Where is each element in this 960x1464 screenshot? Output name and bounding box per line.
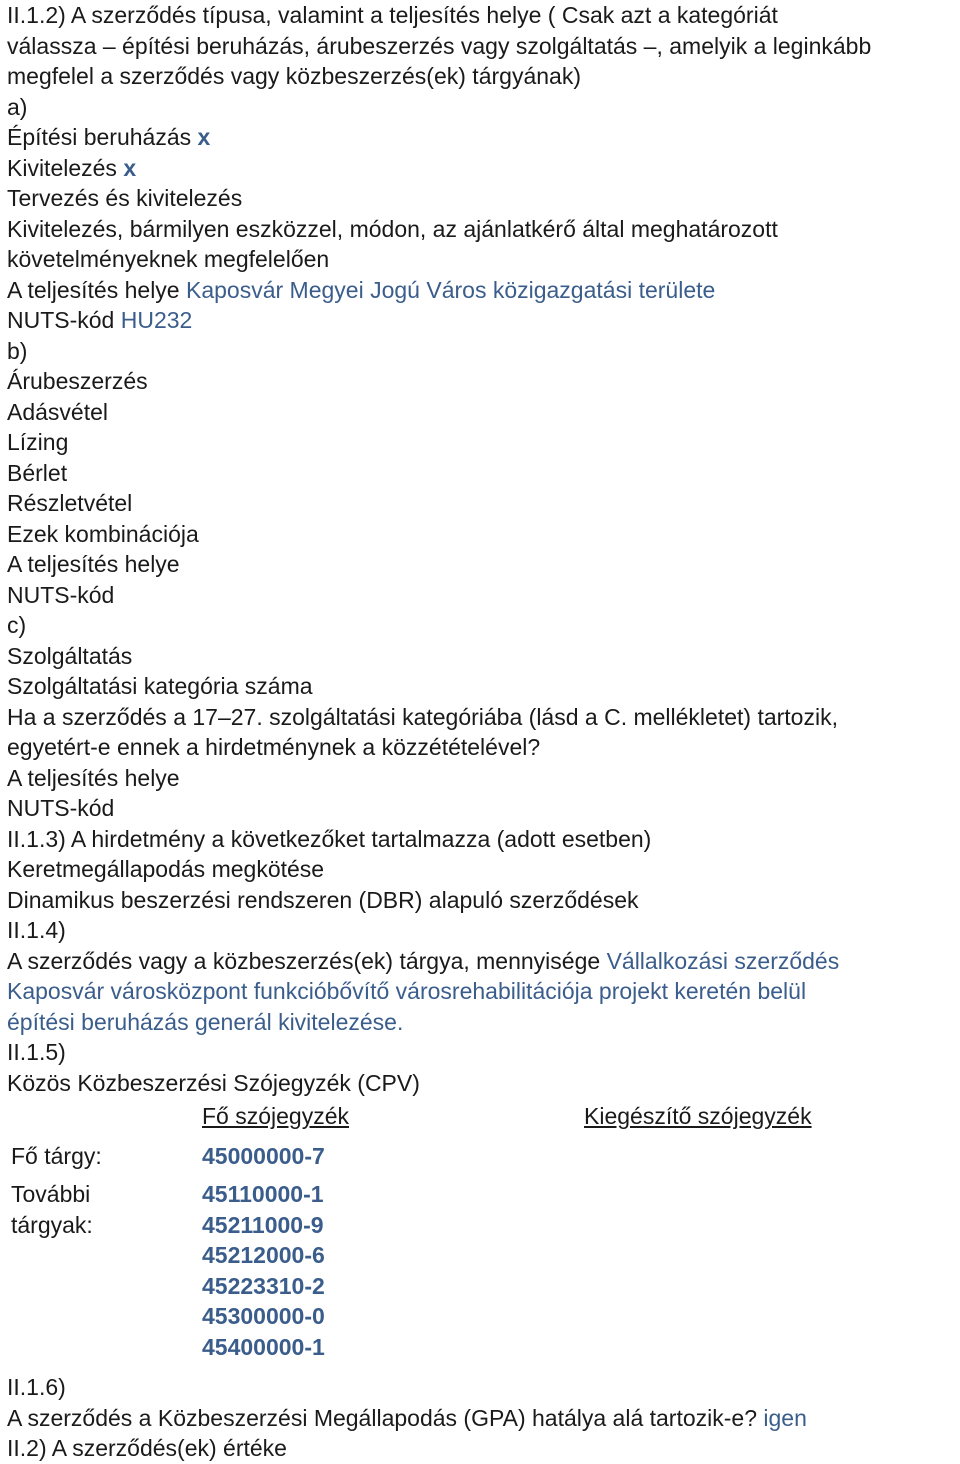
section-II-1-6-II-2 (7, 1372, 952, 1464)
line-text: Kivitelezés (7, 154, 124, 181)
document-line (7, 0, 952, 31)
document-line (7, 1403, 952, 1434)
document-line (7, 214, 952, 245)
document-line (7, 305, 952, 336)
cpv-other-code: 45110000-1 (202, 1181, 324, 1207)
line-text: megfelel a szerződés vagy közbeszerzés(ek) tárgyának) (7, 63, 581, 89)
document-line (7, 732, 952, 763)
line-text: Szolgáltatási kategória száma (7, 673, 313, 699)
cpv-other-row (7, 1179, 952, 1210)
line-text: II.1.6) (7, 1374, 66, 1400)
cpv-other-code: 45211000-9 (202, 1211, 324, 1238)
document-line (7, 31, 952, 62)
document-line (7, 488, 952, 519)
line-text: II.2) A szerződés(ek) értéke (7, 1435, 287, 1461)
line-text: II.1.2) A szerződés típusa, valamint a teljesítés helye ( Csak azt a kategóriát (7, 2, 778, 28)
line-text: NUTS-kód (7, 307, 121, 333)
line-text: A teljesítés helye (7, 276, 186, 303)
document-line (7, 122, 952, 153)
section-II-1-2-to-II-1-5 (7, 0, 952, 1098)
cpv-main-header: Fő szójegyzék (202, 1103, 350, 1129)
document-line (7, 671, 952, 702)
document-line (7, 946, 952, 977)
line-text: II.1.3) A hirdetmény a következőket tartalmazza (adott esetben) (7, 825, 652, 852)
cpv-other-row (7, 1210, 952, 1241)
line-text: NUTS-kód (7, 581, 115, 608)
line-text: Építési beruházás (7, 124, 198, 150)
line-text: Dinamikus beszerzési rendszeren (DBR) alapuló szerződések (7, 886, 639, 913)
document-line (7, 549, 952, 580)
document-line (7, 915, 952, 946)
line-text: A teljesítés helye (7, 764, 180, 791)
document-line (7, 702, 952, 733)
line-text: Szolgáltatás (7, 642, 133, 669)
line-value: x (197, 124, 211, 150)
cpv-other-block (7, 1179, 952, 1362)
line-text: II.1.4) (7, 917, 66, 943)
line-text: a) (7, 93, 28, 120)
line-text: c) (7, 612, 27, 638)
document-line (7, 336, 952, 367)
line-text: Adásvétel (7, 398, 109, 425)
line-text: NUTS-kód (7, 795, 115, 821)
document-line (7, 976, 952, 1007)
document-line (7, 1037, 952, 1068)
line-text: Kivitelezés, bármilyen eszközzel, módon, az ajánlatkérő által meghatározott (7, 215, 778, 242)
document-line (7, 763, 952, 794)
document-line (7, 92, 952, 123)
line-text: II.1.5) (7, 1039, 66, 1065)
document-line (7, 793, 952, 824)
line-text: Részletvétel (7, 490, 133, 516)
cpv-other-code: 45223310-2 (202, 1272, 325, 1299)
document-line (7, 580, 952, 611)
cpv-main-label: Fő tárgy: (11, 1142, 102, 1169)
document-line (7, 366, 952, 397)
document-line (7, 641, 952, 672)
line-value: igen (763, 1404, 807, 1431)
document-line (7, 885, 952, 916)
line-text: Árubeszerzés (7, 368, 148, 394)
cpv-other-label-1: További (11, 1181, 91, 1207)
document-line (7, 61, 952, 92)
cpv-other-code: 45300000-0 (202, 1303, 325, 1329)
line-text: Keretmegállapodás megkötése (7, 856, 325, 882)
line-value: HU232 (120, 307, 193, 333)
line-text: válassza – építési beruházás, árubeszerzés vagy szolgáltatás –, amelyik a leginkább (7, 32, 872, 59)
document-page (7, 0, 952, 1464)
line-value: Vállalkozási szerződés (606, 947, 840, 974)
line-text: Ha a szerződés a 17–27. szolgáltatási kategóriába (lásd a C. mellékletet) tartozik, (7, 703, 838, 730)
line-text: egyetért-e ennek a hirdetménynek a közzétételével? (7, 734, 541, 760)
line-value: építési beruházás generál kivitelezése. (7, 1008, 404, 1035)
cpv-supplementary-header: Kiegészítő szójegyzék (584, 1103, 812, 1129)
line-text: Tervezés és kivitelezés (7, 185, 243, 211)
document-line (7, 1007, 952, 1038)
document-line (7, 427, 952, 458)
line-text: b) (7, 337, 28, 364)
document-line (7, 183, 952, 214)
document-line (7, 519, 952, 550)
line-value: Kaposvár Megyei Jogú Város közigazgatási területe (186, 276, 716, 303)
cpv-other-row (7, 1301, 952, 1332)
cpv-header-row (7, 1101, 952, 1132)
line-value: Kaposvár városközpont funkcióbővítő városrehabilitációja projekt keretén belül (7, 978, 807, 1004)
cpv-other-row (7, 1240, 952, 1271)
document-line (7, 1068, 952, 1099)
document-line (7, 458, 952, 489)
line-text: követelményeknek megfelelően (7, 246, 330, 272)
cpv-other-label-2: tárgyak: (11, 1211, 93, 1238)
document-line (7, 275, 952, 306)
cpv-main-code: 45000000-7 (202, 1142, 325, 1169)
line-text: Közös Közbeszerzési Szójegyzék (CPV) (7, 1069, 420, 1096)
cpv-other-code: 45400000-1 (202, 1333, 325, 1360)
cpv-other-code: 45212000-6 (202, 1242, 325, 1268)
document-line (7, 824, 952, 855)
line-text: Bérlet (7, 459, 68, 486)
line-value: x (123, 154, 137, 181)
document-line (7, 610, 952, 641)
cpv-main-row (7, 1141, 952, 1172)
document-line (7, 397, 952, 428)
line-text: A teljesítés helye (7, 551, 180, 577)
document-line (7, 1433, 952, 1464)
line-text: A szerződés vagy a közbeszerzés(ek) tárgya, mennyisége (7, 947, 607, 974)
cpv-other-row (7, 1271, 952, 1302)
line-text: Ezek kombinációja (7, 520, 199, 547)
document-line (7, 153, 952, 184)
line-text: Lízing (7, 429, 69, 455)
line-text: A szerződés a Közbeszerzési Megállapodás (GPA) hatálya alá tartozik-e? (7, 1404, 764, 1431)
document-line (7, 854, 952, 885)
document-line (7, 1372, 952, 1403)
cpv-other-row (7, 1332, 952, 1363)
document-line (7, 244, 952, 275)
